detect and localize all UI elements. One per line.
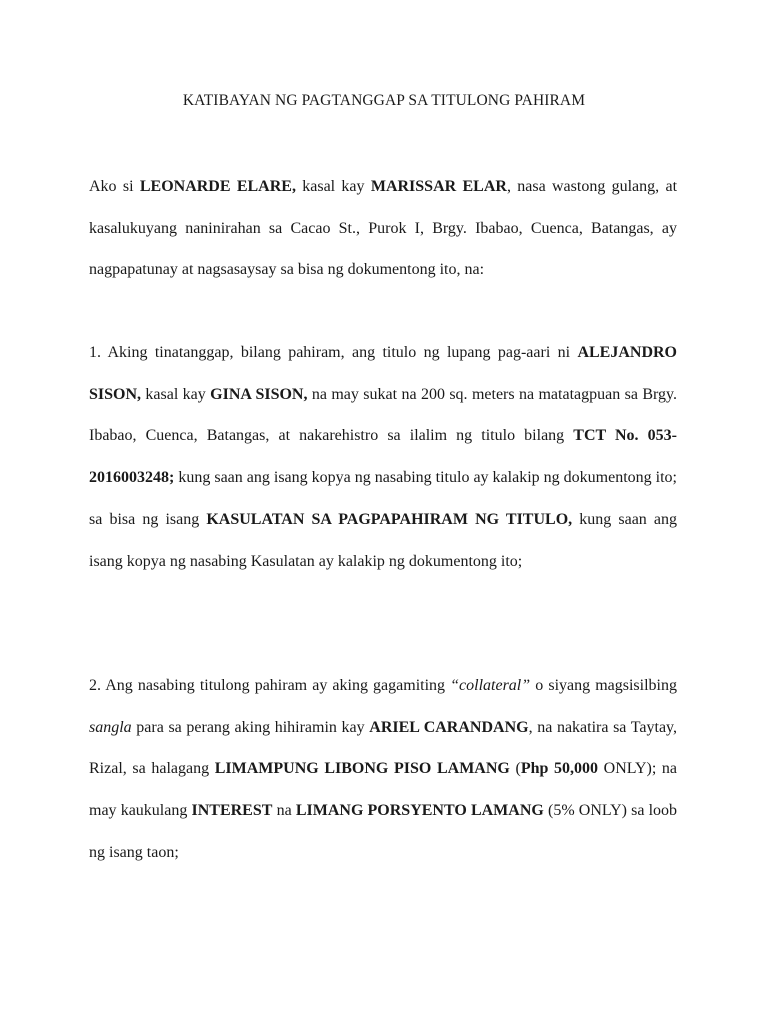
lender-name: ARIEL CARANDANG xyxy=(369,718,529,736)
item-2-paragraph xyxy=(89,665,677,874)
document-title: KATIBAYAN NG PAGTANGGAP SA TITULONG PAHIRAM xyxy=(182,92,586,109)
interest-rate-words: LIMANG PORSYENTO LAMANG xyxy=(295,802,544,820)
tct-number: TCT No. 053-2016003248; xyxy=(89,427,677,487)
item1-text-2: kasal kay xyxy=(141,385,211,403)
item2-text-7: na xyxy=(272,802,296,820)
intro-paragraph xyxy=(89,166,677,291)
loan-amount-number: Php 50,000 xyxy=(520,760,599,778)
item1-text-5: kung saan ang isang kopya ng nasabing Kasulatan ay kalakip ng dokumentong ito; xyxy=(89,510,678,570)
item2-text-8: (5% ONLY) sa loob ng isang taon; xyxy=(89,802,678,861)
kasulatan-title: KASULATAN SA PAGPAPAHIRAM NG TITULO, xyxy=(206,510,573,528)
intro-text-3: , nasa wastong gulang, at kasalukuyang naninirahan sa Cacao St., Purok I, Brgy. Ibabao, Cuenca, Batangas, ay nagpapatunay at nagsasaysay sa bisa ng dokumentong ito, na: xyxy=(89,178,678,279)
interest-label: INTEREST xyxy=(191,802,273,820)
item1-text-3: na may sukat na 200 sq. meters na matatagpuan sa Brgy. Ibabao, Cuenca, Batangas, at nakarehistro sa ilalim ng titulo bilang xyxy=(89,385,677,445)
item2-text-6: ONLY); na may kaukulang xyxy=(89,760,678,820)
collateral-term: “collateral” xyxy=(450,677,531,694)
intro-text-1: Ako si xyxy=(89,178,140,195)
affiant-spouse-name: MARISSAR ELAR xyxy=(370,178,507,195)
intro-text-2: kasal kay xyxy=(295,178,371,195)
affiant-name: LEONARDE ELARE, xyxy=(139,178,296,195)
land-owner-spouse-name: GINA SISON, xyxy=(210,385,308,403)
item2-text-3: para sa perang aking hihiramin kay xyxy=(131,718,370,736)
item1-text-4: kung saan ang isang kopya ng nasabing titulo ay kalakip ng dokumentong ito; sa bisa ng isang xyxy=(89,469,677,528)
sangla-term: sangla xyxy=(89,718,132,736)
item2-text-4: , na nakatira sa Taytay, Rizal, sa halagang xyxy=(89,718,678,778)
item-1-paragraph xyxy=(89,332,677,582)
loan-amount-words: LIMAMPUNG LIBONG PISO LAMANG xyxy=(214,760,510,778)
item2-text-2: o siyang magsisilbing xyxy=(530,677,677,694)
item1-text-1: 1. Aking tinatanggap, bilang pahiram, ang titulo ng lupang pag-aari ni xyxy=(89,344,578,361)
item2-text-1: 2. Ang nasabing titulong pahiram ay aking gagamiting xyxy=(89,677,451,694)
item2-text-5: ( xyxy=(509,760,521,778)
land-owner-name: ALEJANDRO SISON, xyxy=(89,344,677,403)
